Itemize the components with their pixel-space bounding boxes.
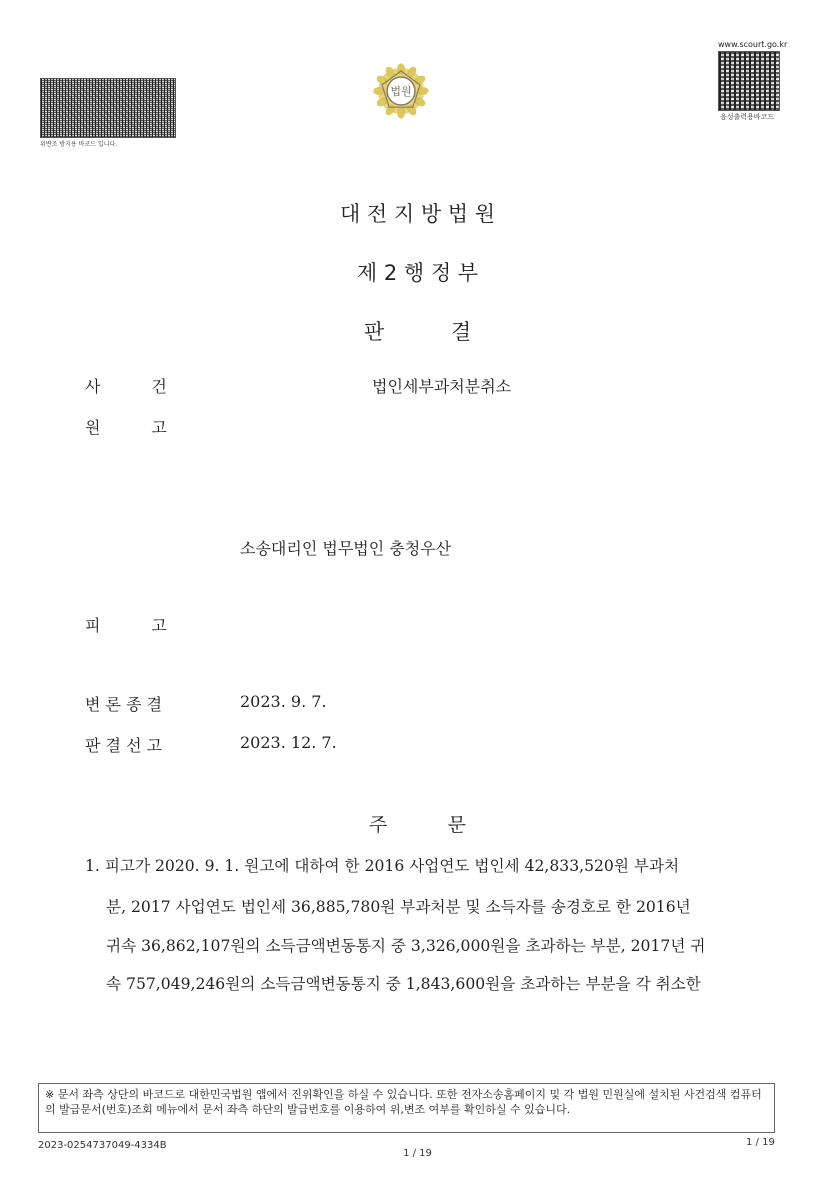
court-division: 제 2 행 정 부 <box>356 261 479 285</box>
verdict-date: 2023. 12. 7. <box>240 733 337 752</box>
court-name: 대 전 지 방 법 원 <box>339 202 496 226</box>
authenticity-barcode <box>40 78 176 138</box>
voice-output-barcode-caption: 음성출력용바코드 <box>720 113 775 121</box>
site-url: www.scourt.go.kr <box>718 40 788 49</box>
emblem-text: 법원 <box>390 85 412 98</box>
legal-representative: 소송대리인 법무법인 충청우산 <box>240 539 452 558</box>
case-label: 사 건 <box>85 377 167 396</box>
verification-notice: ※ 문서 좌측 상단의 바코드로 대한민국법원 앱에서 진위확인을 하실 수 있습니다. 또한 전자소송홈페이지 및 각 법원 민원실에 설치된 사건검색 컴퓨터의 발급문서(번호)조회 메뉴에서 문서 좌측 하단의 발급번호를 이용하여 위,변조 여부를 확인하실 수 있습니다. <box>38 1083 775 1133</box>
case-value: 법인세부과처분취소 <box>372 377 512 396</box>
order-line: 속 757,049,246원의 소득금액변동통지 중 1,843,600원을 초과하는 부분을 각 취소한 <box>106 975 701 993</box>
court-emblem-icon <box>362 52 440 130</box>
verdict-label: 판 결 선 고 <box>85 736 163 755</box>
page-number-right: 1 / 19 <box>746 1137 775 1148</box>
order-heading: 주 문 <box>368 814 467 836</box>
closing-date: 2023. 9. 7. <box>240 692 327 711</box>
order-line: 귀속 36,862,107원의 소득금액변동통지 중 3,326,000원을 초과하는 부분, 2017년 귀 <box>106 937 706 955</box>
issue-number: 2023-0254737049-4334B <box>38 1140 167 1151</box>
order-line: 분, 2017 사업연도 법인세 36,885,780원 부과처분 및 소득자를 송경호로 한 2016년 <box>106 898 691 916</box>
document-type: 판 결 <box>363 320 472 344</box>
closing-label: 변 론 종 결 <box>85 695 163 714</box>
voice-output-barcode <box>718 51 780 111</box>
authenticity-barcode-caption: 위변조 방지용 바코드 입니다. <box>40 141 118 148</box>
defendant-label: 피 고 <box>85 616 167 635</box>
plaintiff-label: 원 고 <box>85 418 167 437</box>
order-line: 1. 피고가 2020. 9. 1. 원고에 대하여 한 2016 사업연도 법인세 42,833,520원 부과처 <box>85 857 680 875</box>
page-number-center: 1 / 19 <box>403 1148 432 1159</box>
